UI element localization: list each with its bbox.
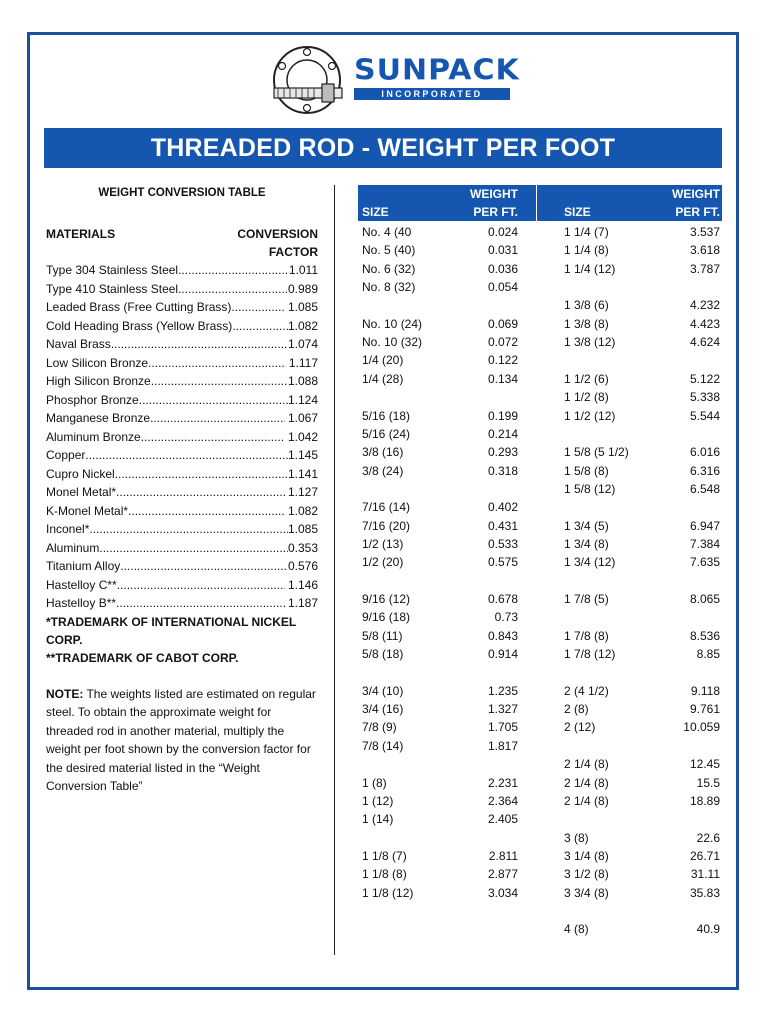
weight-cell: 7.384 bbox=[689, 536, 720, 551]
size-header-2: SIZE bbox=[564, 205, 591, 219]
table-row bbox=[362, 645, 518, 663]
material-row bbox=[46, 317, 318, 336]
weight-cell: 15.5 bbox=[696, 775, 720, 790]
material-name: Low Silicon Bronze bbox=[46, 355, 149, 370]
material-name: K-Monel Metal* bbox=[46, 503, 129, 518]
weight-cell: 0.533 bbox=[487, 536, 518, 551]
material-name: Naval Brass bbox=[46, 337, 111, 351]
material-row bbox=[46, 576, 318, 595]
size-cell: 1 1/4 (8) bbox=[564, 243, 609, 258]
size-cell: 1 5/8 (5 1/2) bbox=[564, 445, 629, 460]
material-row bbox=[46, 465, 318, 484]
material-row bbox=[46, 335, 318, 354]
weight-cell: 6.947 bbox=[689, 518, 720, 533]
table-row bbox=[362, 627, 518, 645]
table-row bbox=[564, 462, 720, 480]
weight-cell: 0.575 bbox=[487, 555, 518, 570]
table-row bbox=[564, 792, 720, 810]
size-cell: 5/16 (18) bbox=[362, 408, 411, 423]
material-name: Leaded Brass (Free Cutting Brass) bbox=[46, 300, 232, 314]
size-cell: 7/16 (20) bbox=[362, 518, 411, 533]
weight-cell: 1.327 bbox=[487, 702, 518, 717]
weight-cell: 0.199 bbox=[487, 408, 518, 423]
material-name: Titanium Alloy bbox=[46, 559, 121, 573]
weight-cell: 2.811 bbox=[488, 848, 518, 863]
weight-cell: 0.678 bbox=[487, 592, 518, 606]
material-name: Cupro Nickel bbox=[46, 466, 115, 481]
weight-cell: 4.423 bbox=[689, 316, 720, 331]
table-row bbox=[564, 700, 720, 718]
leader-dots bbox=[141, 428, 285, 447]
table-row bbox=[564, 333, 720, 351]
leader-dots bbox=[85, 446, 288, 465]
material-factor: 1.145 bbox=[287, 448, 318, 462]
table-row bbox=[362, 682, 518, 700]
table-row bbox=[564, 884, 720, 902]
material-factor: 1.141 bbox=[287, 466, 318, 481]
table-row bbox=[362, 810, 518, 828]
size-cell: 3/8 (24) bbox=[362, 463, 404, 478]
material-name: Aluminum Bronze bbox=[46, 429, 141, 444]
material-factor: 1.011 bbox=[288, 263, 318, 277]
weight-cell: 0.122 bbox=[487, 353, 518, 368]
weight-cell: 9.761 bbox=[689, 702, 720, 717]
table-row bbox=[564, 829, 720, 847]
leader-dots bbox=[232, 317, 288, 336]
table-row bbox=[362, 718, 518, 736]
table-row bbox=[564, 847, 720, 865]
leader-dots bbox=[128, 502, 285, 521]
table-row bbox=[564, 627, 720, 645]
size-cell: 2 1/4 (8) bbox=[564, 793, 609, 808]
size-cell: 5/16 (24) bbox=[362, 426, 411, 441]
material-name: Copper bbox=[46, 448, 86, 462]
weight-cell: 5.122 bbox=[689, 371, 720, 386]
table-header-left bbox=[358, 185, 536, 221]
material-factor: 1.117 bbox=[285, 355, 318, 370]
conversion-header-label: CONVERSION bbox=[237, 227, 318, 241]
trademark-note-1: *TRADEMARK OF INTERNATIONAL NICKEL CORP. bbox=[46, 614, 296, 647]
material-row bbox=[46, 298, 318, 317]
table-row bbox=[564, 351, 720, 369]
table-row bbox=[564, 315, 720, 333]
leader-dots bbox=[89, 520, 288, 539]
weight-cell: 0.072 bbox=[487, 335, 518, 350]
table-row bbox=[362, 388, 518, 406]
material-factor: 1.124 bbox=[287, 392, 318, 407]
weight-cell: 0.069 bbox=[487, 316, 518, 331]
size-cell: 7/8 (9) bbox=[362, 720, 397, 735]
leader-dots bbox=[150, 409, 285, 428]
table-row bbox=[362, 296, 518, 314]
size-cell: 2 (4 1/2) bbox=[564, 683, 609, 698]
weight-cell: 8.85 bbox=[696, 647, 720, 662]
weight-cell: 40.9 bbox=[696, 922, 720, 937]
table-row bbox=[362, 829, 518, 847]
size-cell: 3 1/4 (8) bbox=[564, 848, 609, 863]
material-name: Type 304 Stainless Steel bbox=[46, 263, 179, 277]
table-row bbox=[564, 810, 720, 828]
size-cell: No. 4 (40 bbox=[362, 225, 412, 239]
size-cell: 1 3/8 (8) bbox=[564, 316, 609, 331]
table-row bbox=[362, 407, 518, 425]
table-row bbox=[564, 278, 720, 296]
leader-dots bbox=[231, 298, 284, 317]
table-row bbox=[362, 590, 518, 608]
weight-cell: 0.293 bbox=[487, 445, 518, 460]
weight-cell: 0.73 bbox=[494, 610, 518, 625]
table-row bbox=[362, 774, 518, 792]
table-row bbox=[362, 865, 518, 883]
size-cell: 1 1/4 (12) bbox=[564, 261, 616, 276]
size-cell: 1/2 (20) bbox=[362, 555, 404, 570]
size-cell: No. 5 (40) bbox=[362, 243, 416, 258]
table-row bbox=[362, 498, 518, 516]
table-row bbox=[564, 480, 720, 498]
material-row bbox=[46, 391, 318, 410]
size-cell: 5/8 (18) bbox=[362, 647, 404, 662]
size-cell: 3 (8) bbox=[564, 830, 589, 845]
weight-cell: 3.787 bbox=[689, 261, 720, 276]
material-factor: 1.074 bbox=[287, 337, 318, 351]
material-name: Aluminum bbox=[46, 540, 100, 555]
size-cell: No. 10 (32) bbox=[362, 335, 423, 350]
table-row bbox=[362, 737, 518, 755]
size-cell: 1 3/8 (12) bbox=[564, 335, 616, 350]
table-row bbox=[564, 737, 720, 755]
material-row bbox=[46, 372, 318, 391]
weight-cell: 4.232 bbox=[689, 298, 720, 313]
materials-header: MATERIALS bbox=[46, 227, 116, 241]
table-row bbox=[564, 663, 720, 681]
material-name: High Silicon Bronze bbox=[46, 374, 151, 388]
table-row bbox=[564, 535, 720, 553]
material-factor: 1.187 bbox=[284, 596, 318, 610]
note-text: The weights listed are estimated on regular steel. To obtain the approximate weight for threaded rod in another material, multiply the weight per foot shown by the conversion factor for the desired material listed in the “Weight Conversion Table” bbox=[46, 686, 316, 793]
material-row bbox=[46, 557, 318, 576]
material-name: Cold Heading Brass (Yellow Brass) bbox=[46, 318, 233, 333]
weight-cell: 2.877 bbox=[487, 867, 518, 882]
table-row bbox=[362, 223, 518, 241]
table-row bbox=[362, 480, 518, 498]
material-name: Type 410 Stainless Steel bbox=[46, 281, 179, 296]
weight-header-1b: PER FT. bbox=[473, 205, 518, 219]
weight-cell: 12.45 bbox=[689, 757, 720, 772]
table-row bbox=[362, 663, 518, 681]
table-row bbox=[564, 920, 720, 938]
table-row bbox=[362, 278, 518, 296]
leader-dots bbox=[178, 280, 288, 299]
weight-cell: 0.431 bbox=[487, 518, 518, 533]
size-cell: 3/4 (16) bbox=[362, 702, 404, 717]
table-row bbox=[564, 608, 720, 626]
leader-dots bbox=[148, 354, 285, 373]
material-row bbox=[46, 483, 318, 502]
size-cell: 1 1/8 (8) bbox=[362, 867, 407, 882]
material-factor: 1.085 bbox=[287, 522, 318, 536]
weight-cell: 10.059 bbox=[683, 720, 720, 735]
weight-cell: 1.817 bbox=[487, 738, 518, 753]
size-cell: 3/8 (16) bbox=[362, 445, 404, 460]
size-cell: 2 1/4 (8) bbox=[564, 775, 609, 790]
size-cell: 1 1/2 (6) bbox=[564, 371, 609, 386]
table-row bbox=[362, 700, 518, 718]
table-row bbox=[362, 884, 518, 902]
weight-cell: 2.405 bbox=[487, 812, 518, 827]
leader-dots bbox=[116, 594, 285, 613]
conversion-section bbox=[46, 182, 318, 796]
material-factor: 0.989 bbox=[287, 281, 318, 296]
material-name: Phosphor Bronze bbox=[46, 392, 139, 407]
material-factor: 1.082 bbox=[284, 503, 318, 518]
size-cell: 3/4 (10) bbox=[362, 683, 404, 698]
size-cell: 1 1/8 (7) bbox=[362, 848, 407, 863]
material-row bbox=[46, 261, 318, 280]
weight-cell: 3.618 bbox=[689, 243, 720, 258]
size-cell: 2 (8) bbox=[564, 702, 589, 717]
weight-cell: 5.338 bbox=[689, 390, 720, 405]
table-row bbox=[564, 865, 720, 883]
weight-cell: 1.705 bbox=[487, 720, 518, 735]
table-row bbox=[564, 388, 720, 406]
material-name: Inconel* bbox=[46, 522, 90, 536]
size-cell: 9/16 (18) bbox=[362, 610, 411, 625]
weight-cell: 0.214 bbox=[487, 426, 518, 441]
material-row bbox=[46, 280, 318, 299]
material-row bbox=[46, 354, 318, 373]
size-cell: No. 6 (32) bbox=[362, 261, 416, 276]
factor-header: FACTOR bbox=[268, 245, 318, 259]
weight-cell: 35.83 bbox=[689, 885, 720, 900]
table-row bbox=[362, 608, 518, 626]
size-cell: 1 (12) bbox=[362, 793, 394, 808]
size-cell: No. 8 (32) bbox=[362, 280, 416, 295]
note-paragraph bbox=[46, 685, 318, 796]
leader-dots bbox=[120, 557, 288, 576]
weight-cell: 0.036 bbox=[487, 261, 518, 276]
weight-cell: 18.89 bbox=[689, 793, 720, 808]
size-header-1: SIZE bbox=[362, 205, 389, 219]
table-row bbox=[362, 755, 518, 773]
weight-cell: 6.016 bbox=[689, 445, 720, 460]
size-cell: 7/16 (14) bbox=[362, 500, 411, 515]
table-row bbox=[564, 296, 720, 314]
size-cell: No. 10 (24) bbox=[362, 316, 423, 331]
material-row bbox=[46, 520, 318, 539]
material-row bbox=[46, 428, 318, 447]
weight-cell: 0.134 bbox=[487, 371, 518, 386]
leader-dots bbox=[139, 391, 288, 410]
material-row bbox=[46, 594, 318, 613]
size-cell: 1 3/4 (8) bbox=[564, 536, 609, 551]
table-row bbox=[564, 902, 720, 920]
table-row bbox=[564, 407, 720, 425]
material-row bbox=[46, 539, 318, 558]
size-cell: 1 7/8 (5) bbox=[564, 592, 609, 606]
size-cell: 2 (12) bbox=[564, 720, 596, 735]
material-factor: 1.067 bbox=[284, 411, 318, 425]
table-row bbox=[564, 590, 720, 608]
column-divider bbox=[334, 185, 335, 955]
material-factor: 1.088 bbox=[287, 374, 318, 388]
page-title: THREADED ROD - WEIGHT PER FOOT bbox=[44, 128, 722, 168]
table-row bbox=[362, 241, 518, 259]
table-row bbox=[564, 260, 720, 278]
materials-list bbox=[46, 261, 318, 613]
weight-cell: 2.231 bbox=[487, 775, 518, 790]
weight-cell: 4.624 bbox=[689, 335, 720, 350]
size-cell: 1 5/8 (12) bbox=[564, 481, 616, 496]
weight-cell: 8.065 bbox=[689, 592, 720, 606]
weight-cell: 0.843 bbox=[487, 628, 518, 643]
material-factor: 1.127 bbox=[284, 485, 318, 499]
leader-dots bbox=[178, 261, 289, 280]
leader-dots bbox=[151, 372, 288, 391]
material-factor: 1.042 bbox=[284, 429, 318, 444]
table-row bbox=[362, 260, 518, 278]
size-cell: 1 7/8 (8) bbox=[564, 628, 609, 643]
leader-dots bbox=[117, 576, 285, 595]
table-row bbox=[362, 792, 518, 810]
material-name: Monel Metal* bbox=[46, 485, 117, 499]
size-cell: 1 5/8 (8) bbox=[564, 463, 609, 478]
table-row bbox=[564, 223, 720, 241]
size-cell: 1 3/4 (5) bbox=[564, 518, 609, 533]
table-row bbox=[362, 535, 518, 553]
conversion-header bbox=[46, 225, 318, 243]
table-row bbox=[564, 370, 720, 388]
size-cell: 5/8 (11) bbox=[362, 628, 403, 643]
table-row bbox=[564, 718, 720, 736]
weight-cell: 6.316 bbox=[689, 463, 720, 478]
table-row bbox=[362, 370, 518, 388]
size-cell: 1 (8) bbox=[362, 775, 387, 790]
leader-dots bbox=[116, 483, 285, 502]
size-cell: 1 1/2 (12) bbox=[564, 408, 616, 423]
weight-cell: 26.71 bbox=[689, 848, 720, 863]
weight-cell: 3.034 bbox=[487, 885, 518, 900]
weight-header-1a: WEIGHT bbox=[470, 187, 518, 201]
table-row bbox=[362, 351, 518, 369]
material-row bbox=[46, 409, 318, 428]
weight-cell: 7.635 bbox=[689, 555, 720, 570]
leader-dots bbox=[99, 539, 288, 558]
weight-cell: 8.536 bbox=[689, 628, 720, 643]
weight-header-2a: WEIGHT bbox=[672, 187, 720, 201]
material-row bbox=[46, 502, 318, 521]
weight-cell: 22.6 bbox=[696, 830, 720, 845]
size-cell: 1 3/8 (6) bbox=[564, 298, 609, 313]
table-header-right bbox=[537, 185, 722, 221]
size-cell: 1 1/2 (8) bbox=[564, 390, 609, 405]
weight-cell: 1.235 bbox=[487, 683, 518, 698]
size-cell: 7/8 (14) bbox=[362, 738, 404, 753]
weight-cell: 9.118 bbox=[690, 683, 720, 698]
size-cell: 3 3/4 (8) bbox=[564, 885, 609, 900]
size-cell: 9/16 (12) bbox=[362, 592, 411, 606]
table-row bbox=[362, 572, 518, 590]
table-row bbox=[564, 774, 720, 792]
size-cell: 1 1/4 (7) bbox=[564, 225, 609, 239]
conversion-table-title: WEIGHT CONVERSION TABLE bbox=[98, 187, 266, 199]
table-row bbox=[564, 498, 720, 516]
sunpack-logo bbox=[270, 44, 520, 116]
table-row bbox=[362, 553, 518, 571]
brand-name: SUNPACK bbox=[354, 53, 520, 88]
weight-cell: 0.054 bbox=[487, 280, 518, 295]
table-row bbox=[564, 425, 720, 443]
weight-cell: 0.402 bbox=[487, 500, 518, 515]
material-factor: 0.353 bbox=[287, 540, 318, 555]
weight-cell: 2.364 bbox=[487, 793, 518, 808]
trademark-note-2: **TRADEMARK OF CABOT CORP. bbox=[46, 650, 239, 665]
weight-cell: 5.544 bbox=[689, 408, 720, 423]
table-row bbox=[362, 462, 518, 480]
table-row bbox=[362, 517, 518, 535]
weight-cell: 0.024 bbox=[487, 225, 518, 239]
table-row bbox=[564, 572, 720, 590]
weight-cell: 0.318 bbox=[487, 463, 518, 478]
material-factor: 1.085 bbox=[284, 300, 318, 314]
table-row bbox=[564, 443, 720, 461]
size-cell: 3 1/2 (8) bbox=[564, 867, 609, 882]
table-row bbox=[362, 333, 518, 351]
size-cell: 1 3/4 (12) bbox=[564, 555, 616, 570]
weight-cell: 0.914 bbox=[487, 647, 518, 662]
material-factor: 1.082 bbox=[287, 318, 318, 333]
size-cell: 1/4 (28) bbox=[362, 371, 404, 386]
weight-cell: 0.031 bbox=[487, 243, 518, 258]
material-name: Manganese Bronze bbox=[46, 411, 151, 425]
weight-cell: 31.11 bbox=[690, 867, 720, 882]
table-row bbox=[362, 425, 518, 443]
size-cell: 1 1/8 (12) bbox=[362, 885, 414, 900]
material-factor: 0.576 bbox=[287, 559, 318, 573]
size-cell: 4 (8) bbox=[564, 922, 589, 937]
leader-dots bbox=[111, 335, 288, 354]
table-row bbox=[564, 755, 720, 773]
weight-header-2b: PER FT. bbox=[675, 205, 720, 219]
table-row bbox=[564, 553, 720, 571]
weight-cell: 3.537 bbox=[689, 225, 720, 239]
material-name: Hastelloy C** bbox=[46, 577, 117, 592]
table-row bbox=[564, 241, 720, 259]
size-cell: 1/4 (20) bbox=[362, 353, 404, 368]
material-row bbox=[46, 446, 318, 465]
size-cell: 1/2 (13) bbox=[362, 536, 404, 551]
table-row bbox=[362, 847, 518, 865]
material-name: Hastelloy B** bbox=[46, 596, 117, 610]
table-row bbox=[362, 443, 518, 461]
table-row bbox=[564, 517, 720, 535]
material-factor: 1.146 bbox=[284, 577, 318, 592]
weight-cell: 6.548 bbox=[689, 481, 720, 496]
table-row bbox=[564, 645, 720, 663]
size-cell: 2 1/4 (8) bbox=[564, 757, 609, 772]
brand-subtitle: INCORPORATED bbox=[354, 88, 510, 100]
note-label: NOTE: bbox=[46, 686, 84, 701]
leader-dots bbox=[115, 465, 288, 484]
table-row bbox=[362, 315, 518, 333]
size-cell: 1 7/8 (12) bbox=[564, 647, 616, 662]
size-cell: 1 (14) bbox=[362, 812, 394, 827]
table-row bbox=[564, 682, 720, 700]
